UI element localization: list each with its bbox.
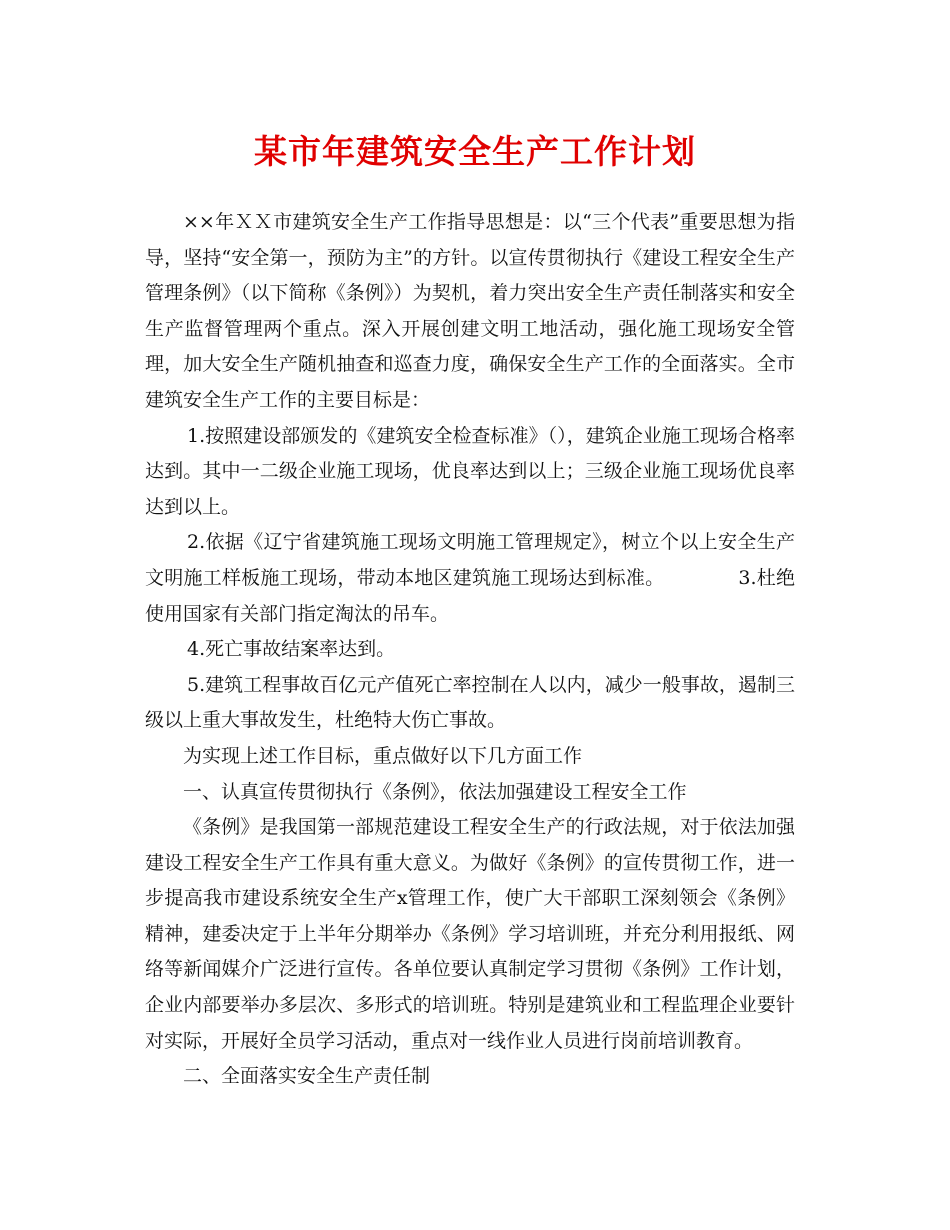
paragraph-goal-4: 4.死亡事故结案率达到。 (187, 638, 396, 661)
goal-3-text: 3.杜绝使用国家有关部门指定淘汰的吊车。 (145, 566, 795, 625)
paragraph-regulation: 《条例》是我国第一部规范建设工程安全生产的行政法规，对于依法加强建设工程安全生产工作具有重大意义。为做好《条例》的宣传贯彻工作，进一步提高我市建设系统安全生产x管理工作，使广大干部职工深刻领会《条例》精神，建委决定于上半年分期举办《条例》学习培训班，并充分利用报纸、网络等新闻媒介广泛进行宣传。各单位要认真制定学习贯彻《条例》工作计划，企业内部要举办多层次、多形式的培训班。特别是建筑业和工程监理企业要针对实际，开展好全员学习活动，重点对一线作业人员进行岗前培训教育。 (145, 816, 795, 1052)
paragraph-guiding-ideology: ××年ＸＸ市建筑安全生产工作指导思想是：以“三个代表”重要思想为指导，坚持“安全第一，预防为主”的方针。以宣传贯彻执行《建设工程安全生产管理条例》（以下简称《条例》）为契机，着力突出安全生产责任制落实和安全生产监督管理两个重点。深入开展创建文明工地活动，强化施工现场安全管理，加大安全生产随机抽查和巡查力度，确保安全生产工作的全面落实。全市建筑安全生产工作的主要目标是： (145, 211, 795, 411)
document-title: 某市年建筑安全生产工作计划 (254, 132, 696, 171)
goal-2-text: 2.依据《辽宁省建筑施工现场文明施工管理规定》，树立个以上安全生产文明施工样板施工现场，带动本地区建筑施工现场达到标准。 (145, 531, 795, 589)
paragraph-goal-5: 5.建筑工程事故百亿元产值死亡率控制在人以内，减少一般事故，遏制三级以上重大事故发生，杜绝特大伤亡事故。 (145, 673, 795, 732)
section-heading-2: 二、全面落实安全生产责任制 (183, 1065, 431, 1088)
document-body (145, 205, 795, 1095)
paragraph-goal-1: 1.按照建设部颁发的《建筑安全检查标准》（），建筑企业施工现场合格率达到。其中一二级企业施工现场，优良率达到以上；三级企业施工现场优良率达到以上。 (145, 424, 795, 518)
paragraph-work-intro: 为实现上述工作目标，重点做好以下几方面工作 (183, 744, 583, 767)
paragraph-goal-2-3 (145, 525, 795, 632)
section-heading-1: 一、认真宣传贯彻执行《条例》，依法加强建设工程安全工作 (183, 780, 687, 803)
